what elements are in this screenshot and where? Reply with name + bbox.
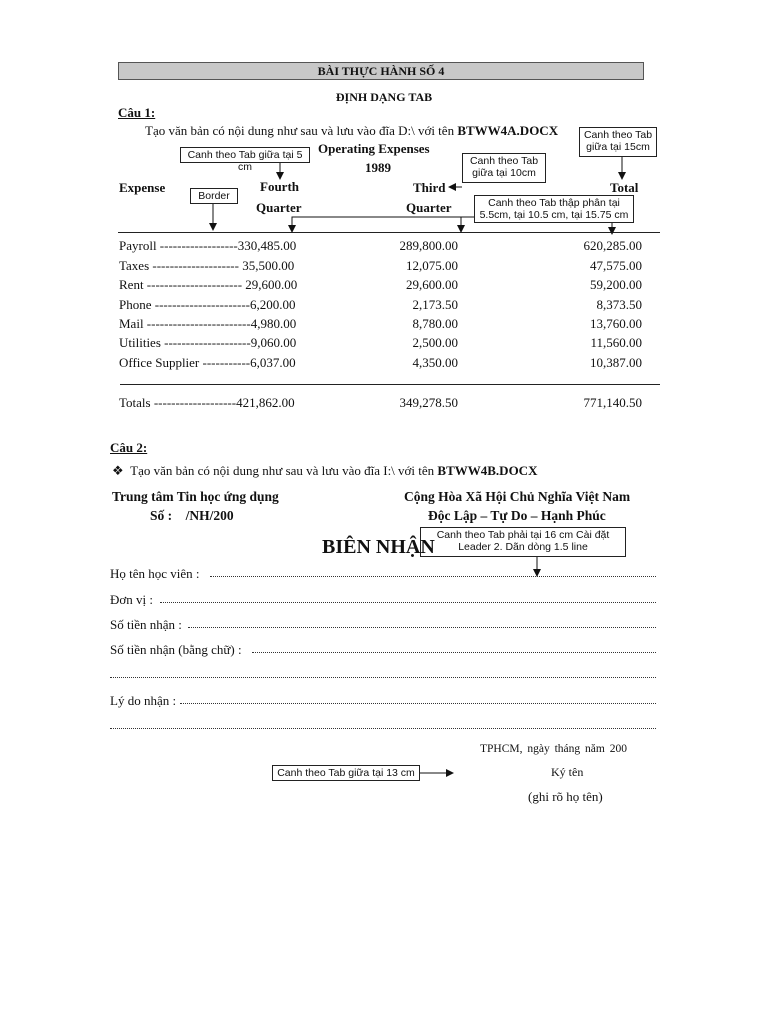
signature-note: (ghi rõ họ tên) bbox=[528, 789, 603, 804]
table-row: Payroll ------------------330,485.00 bbox=[119, 238, 297, 253]
callout-center-13cm: Canh theo Tab giữa tại 13 cm bbox=[272, 765, 420, 781]
diamond-bullet-icon: ❖ bbox=[112, 463, 124, 478]
total-cell: 13,760.00 bbox=[590, 316, 642, 331]
national-title: Cộng Hòa Xã Hội Chủ Nghĩa Việt Nam bbox=[404, 489, 631, 504]
instruction-text: Tạo văn bản có nội dung như sau và lưu vào đĩa I:\ với tên bbox=[130, 463, 438, 478]
signature-label: Ký tên bbox=[551, 765, 584, 779]
receipt-title: BIÊN NHẬN bbox=[322, 536, 435, 558]
callout-border: Border bbox=[190, 188, 238, 204]
total-cell: 11,560.00 bbox=[590, 335, 642, 350]
table-row: Utilities --------------------9,060.00 bbox=[119, 335, 297, 350]
third-quarter-cell: 2,500.00 bbox=[412, 335, 458, 350]
third-quarter-cell: 2,173.50 bbox=[412, 297, 458, 312]
table-title: Operating Expenses bbox=[318, 141, 430, 156]
field-label: Số tiền nhận (bằng chữ) : bbox=[110, 642, 242, 657]
third-quarter-cell: 8,780.00 bbox=[412, 316, 458, 331]
total-cell: 620,285.00 bbox=[583, 238, 642, 253]
third-quarter-cell: 4,350.00 bbox=[412, 355, 458, 370]
column-header-fourth: Fourth bbox=[260, 179, 299, 194]
column-header-third: Third bbox=[413, 180, 446, 195]
callout-right-tab-16cm: Canh theo Tab phải tại 16 cm Cài đặt Leader 2. Dãn dòng 1.5 line bbox=[420, 527, 626, 557]
question-1-label: Câu 1: bbox=[118, 105, 156, 120]
callout-center-15cm: Canh theo Tab giữa tại 15cm bbox=[579, 127, 657, 157]
third-quarter-cell: 12,075.00 bbox=[406, 258, 458, 273]
date-line: TPHCM, ngày tháng năm 200 bbox=[480, 743, 627, 755]
document-number: Số : /NH/200 bbox=[150, 508, 234, 523]
field-label: Số tiền nhận : bbox=[110, 617, 182, 632]
table-row: Rent ---------------------- 29,600.00 bbox=[119, 277, 298, 292]
column-header-expense: Expense bbox=[119, 180, 166, 195]
instruction-text: Tạo văn bản có nội dung như sau và lưu vào đĩa D:\ với tên bbox=[145, 123, 458, 138]
column-header-total: Total bbox=[610, 180, 639, 195]
third-quarter-cell: 29,600.00 bbox=[406, 277, 458, 292]
total-cell: 47,575.00 bbox=[590, 258, 642, 273]
total-cell: 10,387.00 bbox=[590, 355, 642, 370]
field-label: Lý do nhận : bbox=[110, 693, 177, 708]
arrow-decimal-tab bbox=[292, 217, 474, 232]
national-motto: Độc Lập – Tự Do – Hạnh Phúc bbox=[428, 508, 606, 523]
column-header-quarter-4: Quarter bbox=[256, 200, 302, 215]
callout-center-5cm: Canh theo Tab giữa tại 5 cm bbox=[180, 147, 310, 163]
table-row: Taxes -------------------- 35,500.00 bbox=[119, 258, 295, 273]
total-cell: 59,200.00 bbox=[590, 277, 642, 292]
callout-center-10cm: Canh theo Tab giữa tại 10cm bbox=[462, 153, 546, 183]
grand-total: 771,140.50 bbox=[583, 395, 642, 410]
filename: BTWW4A.DOCX bbox=[457, 123, 559, 138]
field-label: Đơn vị : bbox=[110, 592, 153, 607]
field-label: Họ tên học viên : bbox=[110, 566, 200, 581]
table-row: Mail ------------------------4,980.00 bbox=[119, 316, 297, 331]
filename: BTWW4B.DOCX bbox=[437, 463, 538, 478]
table-row: Office Supplier -----------6,037.00 bbox=[119, 355, 296, 370]
total-cell: 8,373.50 bbox=[596, 297, 642, 312]
table-row: Phone ----------------------6,200.00 bbox=[119, 297, 296, 312]
table-year: 1989 bbox=[365, 160, 391, 175]
exercise-title-bar: BÀI THỰC HÀNH SỐ 4 bbox=[118, 62, 644, 80]
section-subtitle: ĐỊNH DẠNG TAB bbox=[335, 90, 433, 104]
third-quarter-cell: 289,800.00 bbox=[399, 238, 458, 253]
totals-row: Totals -------------------421,862.00 bbox=[119, 395, 295, 410]
organization-name: Trung tâm Tin học ứng dụng bbox=[112, 489, 279, 504]
column-header-quarter-3: Quarter bbox=[406, 200, 452, 215]
question-2-label: Câu 2: bbox=[110, 440, 148, 455]
third-quarter-total: 349,278.50 bbox=[399, 395, 458, 410]
callout-decimal-tab: Canh theo Tab thập phân tại 5.5cm, tại 10.5 cm, tại 15.75 cm bbox=[474, 195, 634, 223]
